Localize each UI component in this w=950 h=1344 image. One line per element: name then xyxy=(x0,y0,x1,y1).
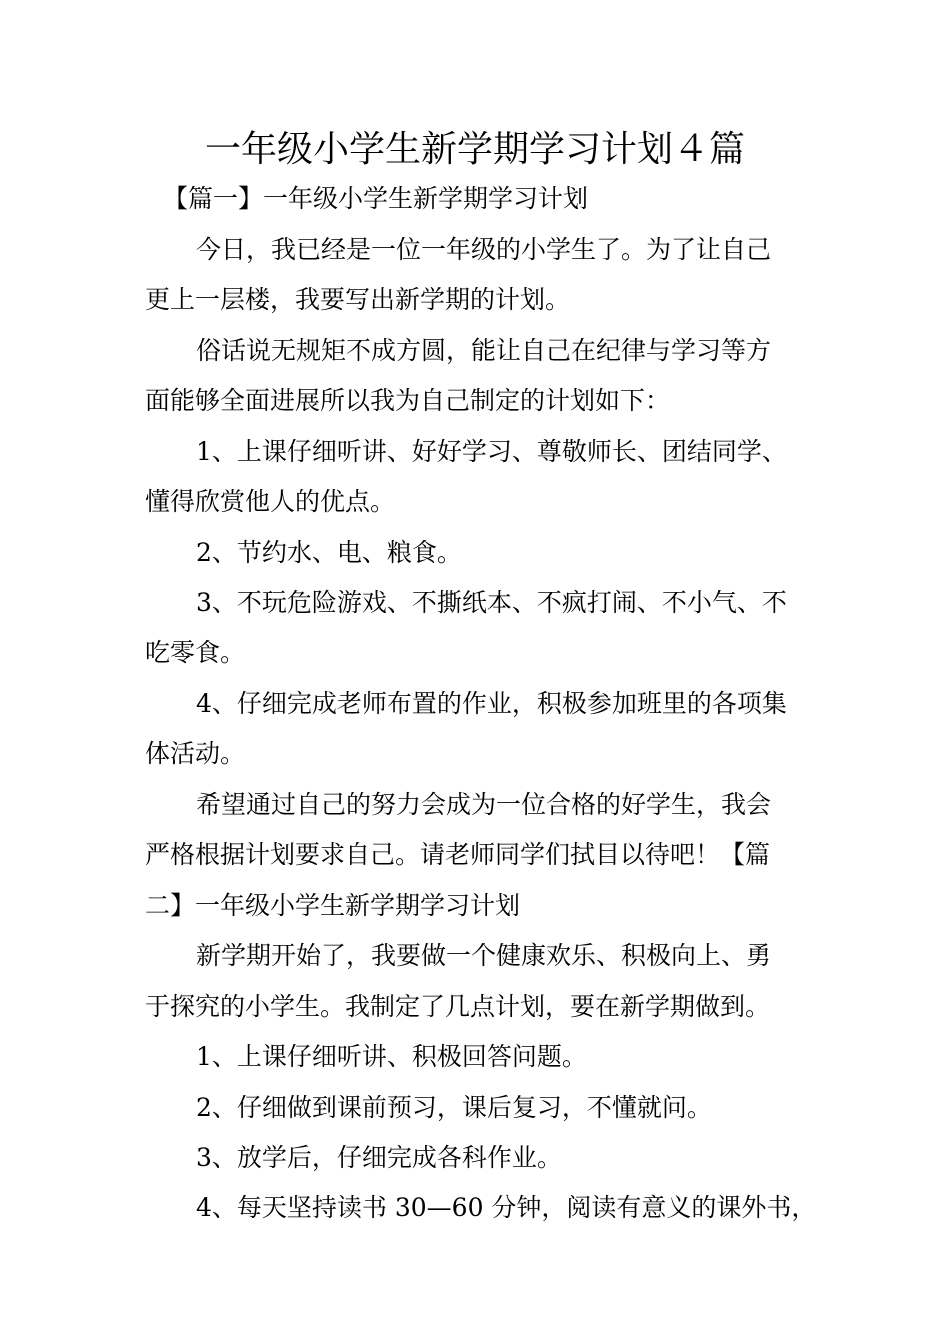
paragraph-line: 更上一层楼，我要写出新学期的计划。 xyxy=(145,285,571,314)
list-item-line: 2、仔细做到课前预习，课后复习，不懂就问。 xyxy=(196,1093,712,1122)
list-item-line: 4、仔细完成老师布置的作业，积极参加班里的各项集 xyxy=(196,689,787,718)
paragraph-line: 今日，我已经是一位一年级的小学生了。为了让自己 xyxy=(196,235,772,264)
paragraph-line: 希望通过自己的努力会成为一位合格的好学生，我会 xyxy=(196,790,772,819)
section-heading-2: 二】一年级小学生新学期学习计划 xyxy=(145,891,521,920)
list-item-line: 懂得欣赏他人的优点。 xyxy=(145,487,396,516)
paragraph-line: 新学期开始了，我要做一个健康欢乐、积极向上、勇 xyxy=(196,941,772,970)
paragraph-line: 俗话说无规矩不成方圆，能让自己在纪律与学习等方 xyxy=(196,336,772,365)
list-item-line: 3、不玩危险游戏、不撕纸本、不疯打闹、不小气、不 xyxy=(196,588,787,617)
paragraph-line: 于探究的小学生。我制定了几点计划，要在新学期做到。 xyxy=(145,992,771,1021)
paragraph-line: 严格根据计划要求自己。请老师同学们拭目以待吧！【篇 xyxy=(145,840,771,869)
list-item-line: 4、每天坚持读书 30—60 分钟，阅读有意义的课外书， xyxy=(196,1193,817,1222)
section-heading-1: 【篇一】一年级小学生新学期学习计划 xyxy=(163,184,589,213)
list-item-line: 2、节约水、电、粮食。 xyxy=(196,538,462,567)
list-item-line: 吃零食。 xyxy=(145,638,246,667)
list-item-line: 1、上课仔细听讲、积极回答问题。 xyxy=(196,1042,587,1071)
document-title: 一年级小学生新学期学习计划４篇 xyxy=(204,129,745,170)
list-item-line: 3、放学后，仔细完成各科作业。 xyxy=(196,1143,562,1172)
list-item-line: 1、上课仔细听讲、好好学习、尊敬师长、团结同学、 xyxy=(196,437,787,466)
paragraph-line: 面能够全面进展所以我为自己制定的计划如下： xyxy=(145,386,671,415)
list-item-line: 体活动。 xyxy=(145,739,246,768)
